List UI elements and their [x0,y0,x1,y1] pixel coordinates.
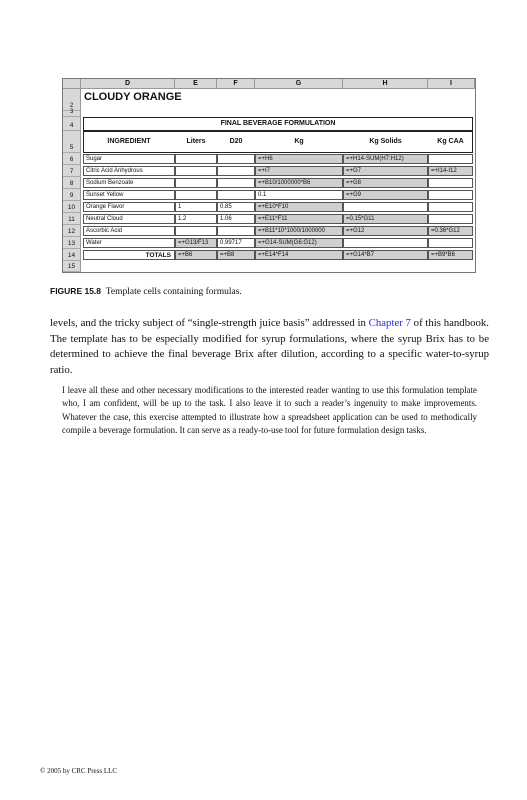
header-ingredient: INGREDIENT [107,138,151,145]
kg-cell: =+H6 [255,154,343,164]
indented-paragraph: I leave all these and other necessary modifications to the interested reader wanting to use this formulation template who, I am confident, will be up to the task. I also leave it to such a reader’s ingenuity to make improvements. Whatever the case, this exercise attempted to illustrate how a spreadsheet application can be used to methodically compile a beverage formulation. It can serve as a ready-to-use tool for future formulation design tasks. [62,385,477,436]
kg-solids-cell: =+H14-SUM(H7:H12) [343,154,428,164]
row-number: 9 [63,189,81,201]
paragraph-text: levels, and the tricky subject of “single-strength juice basis” addressed in [50,317,369,329]
row-number: 14 [63,249,81,261]
ingredient-cell: Sunset Yellow [83,190,175,200]
caa-cell: =0.36*G12 [428,226,473,236]
liters-cell [175,166,217,176]
header-kg-caa: Kg CAA [437,138,464,145]
liters-cell [175,154,217,164]
figure-caption [50,286,242,297]
totals-d20-cell: =+B8 [217,250,255,260]
totals-label: TOTALS [83,250,175,260]
totals-kg-solids-cell: =+G14*B7 [343,250,428,260]
row-number: 11 [63,213,81,225]
ingredient-cell: Neutral Cloud [83,214,175,224]
row-number: 7 [63,165,81,177]
header-d20: D20 [229,138,243,145]
caa-cell [428,154,473,164]
column-header-f: F [217,79,255,89]
kg-solids-cell [343,202,428,212]
ingredient-cell: Orange Flavor [83,202,175,212]
kg-solids-cell: =0.15*G11 [343,214,428,224]
kg-cell: =+B10/1000000*B6 [255,178,343,188]
caa-cell [428,202,473,212]
ingredient-cell: Citric Acid Anhydrous [83,166,175,176]
corner-cell [63,79,81,89]
sheet-title: CLOUDY ORANGE [84,91,182,103]
column-header-e: E [175,79,217,89]
liters-cell: =+G13/F13 [175,238,217,248]
row-number: 6 [63,153,81,165]
spreadsheet-figure [62,78,476,273]
row-number: 13 [63,237,81,249]
kg-cell: 0.1 [255,190,343,200]
figure-label: FIGURE 15.8 [50,286,102,296]
header-kg-solids: Kg Solids [369,138,402,145]
liters-cell [175,226,217,236]
column-header-h: H [343,79,428,89]
totals-caa-cell: =+B9*B6 [428,250,473,260]
copyright-footer: © 2005 by CRC Press LLC [40,767,118,775]
kg-solids-cell: =+G7 [343,166,428,176]
liters-cell: 1.2 [175,214,217,224]
kg-solids-cell [343,238,428,248]
caa-cell [428,238,473,248]
d20-cell: 0.85 [217,202,255,212]
totals-kg-cell: =+E14*F14 [255,250,343,260]
paragraph-text: of this handbook. The template has to be especially modified for syrup formulations, where the syrup Brix has to be determined to achieve the final beverage Brix after dilution, according to a specific water-to-syrup ratio. [50,317,489,376]
caa-cell [428,214,473,224]
liters-cell [175,190,217,200]
liters-cell [175,178,217,188]
ingredient-cell: Ascorbic Acid [83,226,175,236]
row-number: 12 [63,225,81,237]
liters-cell: 1 [175,202,217,212]
caa-cell [428,190,473,200]
header-kg: Kg [294,138,304,145]
row-number: 15 [63,261,81,272]
caa-cell [428,178,473,188]
kg-cell: =+G14-SUM(G6:G12) [255,238,343,248]
d20-cell [217,166,255,176]
column-header-d: D [81,79,175,89]
d20-cell [217,178,255,188]
ingredient-cell: Water [83,238,175,248]
row-number: 3 [63,111,81,117]
d20-cell: 0.99717 [217,238,255,248]
chapter-link[interactable]: Chapter 7 [368,317,411,329]
ingredient-cell: Sugar [83,154,175,164]
kg-cell: =+E11*F11 [255,214,343,224]
d20-cell [217,226,255,236]
kg-solids-cell: =+G12 [343,226,428,236]
row-number: 5 [63,131,81,153]
body-paragraph [50,316,489,378]
row-number: 2 [63,89,81,111]
d20-cell: 1.06 [217,214,255,224]
kg-cell: =+B11*10*1000/1000000 [255,226,343,236]
totals-liters-cell: =+B6 [175,250,217,260]
caa-cell: =+I14-I12 [428,166,473,176]
column-header-g: G [255,79,343,89]
row-number: 8 [63,177,81,189]
column-header-i: I [428,79,475,89]
formulation-band-title: FINAL BEVERAGE FORMULATION [220,120,336,127]
d20-cell [217,154,255,164]
ingredient-cell: Sodium Benzoate [83,178,175,188]
d20-cell [217,190,255,200]
header-liters: Liters [186,138,206,145]
row-number: 10 [63,201,81,213]
kg-solids-cell: =+G9 [343,190,428,200]
kg-cell: =+I7 [255,166,343,176]
kg-cell: =+E10*F10 [255,202,343,212]
kg-solids-cell: =+G8 [343,178,428,188]
figure-caption-text: Template cells containing formulas. [105,287,242,297]
row-number: 4 [63,117,81,131]
